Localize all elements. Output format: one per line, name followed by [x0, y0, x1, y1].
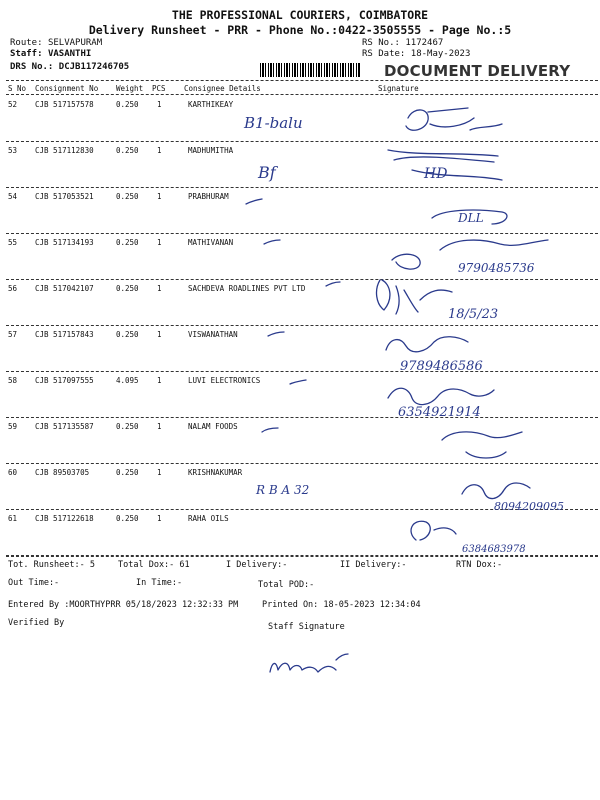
ii-delivery: II Delivery:-: [340, 560, 407, 570]
row-pcs: 1: [157, 146, 162, 155]
row-weight: 0.250: [116, 192, 139, 201]
row-pcs: 1: [157, 284, 162, 293]
staff-value: VASANTHI: [47, 49, 92, 59]
row-consignee: SACHDEVA ROADLINES PVT LTD: [188, 284, 306, 293]
handwritten-phone-55: 9790485736: [458, 261, 535, 275]
row-pcs: 1: [157, 514, 162, 523]
handwritten-date-56: 18/5/23: [448, 307, 499, 322]
staff-signature-label: Staff Signature: [268, 622, 345, 632]
company-title: THE PROFESSIONAL COURIERS, COIMBATORE: [171, 8, 429, 22]
row-pcs: 1: [157, 376, 162, 385]
row-weight: 0.250: [116, 284, 139, 293]
row-consignment-no: CJB 517157578: [35, 100, 94, 109]
row-consignment-no: CJB 517097555: [35, 376, 94, 385]
row-sno: 58: [8, 376, 18, 385]
row-weight: 0.250: [116, 238, 139, 247]
row-weight: 0.250: [116, 100, 139, 109]
row-pcs: 1: [157, 238, 162, 247]
rs-no-label: RS No.:: [362, 38, 400, 48]
staff-label: Staff:: [10, 49, 43, 59]
tick-58: [290, 380, 306, 384]
tick-55: [264, 240, 280, 244]
drs-value: DCJB117246705: [58, 62, 130, 72]
summary-divider: [6, 556, 598, 557]
out-time: Out Time:-: [8, 578, 60, 588]
row-consignment-no: CJB 517135587: [35, 422, 94, 431]
rtn-dox: RTN Dox:-: [456, 560, 503, 570]
row-sno: 56: [8, 284, 18, 293]
row-consignee: KARTHIKEAY: [188, 100, 234, 109]
signature-53: HD: [424, 166, 448, 182]
row-weight: 0.250: [116, 468, 139, 477]
handwritten-note-53: Bf: [258, 163, 276, 182]
row-pcs: 1: [157, 100, 162, 109]
row-sno: 57: [8, 330, 18, 339]
handwritten-phone-60: 8094209095: [494, 500, 564, 513]
row-consignment-no: CJB 89503705: [35, 468, 90, 477]
col-header-sno: S No: [8, 84, 27, 93]
row-sno: 60: [8, 468, 18, 477]
in-time: In Time:-: [136, 578, 183, 588]
total-pod: Total POD:-: [258, 580, 315, 590]
col-header-signature: Signature: [378, 84, 419, 93]
col-header-pcs: PCS: [152, 84, 166, 93]
total-dox: Total Dox:- 61: [118, 560, 190, 570]
row-consignment-no: CJB 517134193: [35, 238, 94, 247]
row-consignee: LUVI ELECTRONICS: [188, 376, 261, 385]
row-sno: 59: [8, 422, 18, 431]
tick-59: [262, 428, 278, 432]
tick-54: [246, 199, 262, 204]
tick-57: [268, 332, 284, 336]
row-weight: 0.250: [116, 422, 139, 431]
i-delivery: I Delivery:-: [226, 560, 288, 570]
rs-date-value: 18-May-2023: [410, 49, 471, 59]
handwritten-phone-57: 9789486586: [400, 359, 483, 374]
rs-no-value: 1172467: [405, 38, 444, 48]
row-consignee: NALAM FOODS: [188, 422, 238, 431]
row-consignee: PRABHURAM: [188, 192, 229, 201]
row-consignee: MADHUMITHA: [188, 146, 234, 155]
row-sno: 53: [8, 146, 18, 155]
row-pcs: 1: [157, 422, 162, 431]
col-header-consignee: Consignee Details: [184, 84, 261, 93]
handwritten-note-52: B1-balu: [244, 114, 303, 132]
row-consignment-no: CJB 517053521: [35, 192, 94, 201]
runsheet-title: Delivery Runsheet - PRR - Phone No.:0422-3505555 - Page No.:5: [88, 23, 512, 37]
row-weight: 0.250: [116, 514, 139, 523]
rs-date-label: RS Date:: [362, 49, 406, 59]
row-consignment-no: CJB 517042107: [35, 284, 94, 293]
row-sno: 61: [8, 514, 18, 523]
handwritten-note-60: R B A 32: [256, 483, 310, 497]
staff-signature-scribble: [270, 654, 348, 672]
entered-by: Entered By :MOORTHYPRR 05/18/2023 12:32:33 PM: [8, 600, 239, 610]
row-sno: 54: [8, 192, 18, 201]
row-consignee: MATHIVANAN: [188, 238, 234, 247]
row-pcs: 1: [157, 192, 162, 201]
col-header-weight: Weight: [116, 84, 144, 93]
signature-52: [406, 108, 502, 130]
row-consignment-no: CJB 517112830: [35, 146, 94, 155]
verified-by: Verified By: [8, 618, 65, 628]
handwritten-phone-61: 6384683978: [462, 544, 526, 555]
row-weight: 4.095: [116, 376, 139, 385]
signature-54: DLL: [458, 211, 484, 225]
document-delivery-stamp: DOCUMENT DELIVERY: [384, 62, 571, 80]
row-sno: 52: [8, 100, 18, 109]
tick-56: [326, 282, 340, 286]
tot-runsheet: Tot. Runsheet:- 5: [8, 560, 95, 570]
row-weight: 0.250: [116, 330, 139, 339]
drs-label: DRS No.:: [10, 62, 54, 72]
row-pcs: 1: [157, 468, 162, 477]
signature-57: [386, 337, 468, 352]
signature-61: [411, 521, 456, 540]
signature-56: [377, 280, 452, 314]
row-weight: 0.250: [116, 146, 139, 155]
row-pcs: 1: [157, 330, 162, 339]
route-value: SELVAPURAM: [47, 38, 103, 48]
col-header-consignment: Consignment No: [35, 84, 99, 93]
signature-59: [442, 432, 522, 458]
row-consignee: KRISHNAKUMAR: [188, 468, 243, 477]
row-consignee: RAHA OILS: [188, 514, 229, 523]
handwritten-phone-58: 6354921914: [398, 405, 481, 420]
row-consignment-no: CJB 517122618: [35, 514, 94, 523]
row-sno: 55: [8, 238, 18, 247]
signature-60: [462, 483, 530, 499]
row-consignment-no: CJB 517157843: [35, 330, 94, 339]
row-consignee: VISWANATHAN: [188, 330, 238, 339]
signature-58: [388, 388, 494, 404]
printed-on: Printed On: 18-05-2023 12:34:04: [262, 600, 421, 610]
route-label: Route:: [10, 38, 43, 48]
